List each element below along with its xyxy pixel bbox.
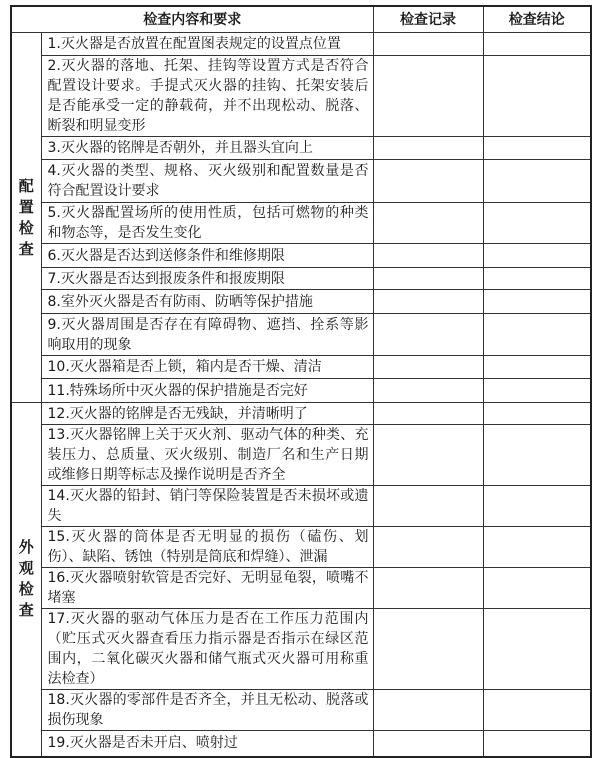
record-cell[interactable]: [373, 403, 483, 425]
item-text: 16.灭火器喷射软管是否完好、无明显龟裂，喷嘴不堵塞: [41, 568, 373, 609]
table-row: [11, 244, 591, 268]
record-cell[interactable]: [373, 203, 483, 244]
record-cell[interactable]: [373, 314, 483, 356]
conclusion-cell[interactable]: [483, 56, 591, 137]
table-row: [11, 527, 591, 568]
table-row: [11, 690, 591, 731]
item-text: 4.灭火器的类型、规格、灭火级别和配置数量是否符合配置设计要求: [41, 160, 373, 203]
item-text: 1.灭火器是否放置在配置图表规定的设置点位置: [41, 33, 373, 56]
category-label: 外观检查: [18, 538, 34, 620]
table-row: [11, 425, 591, 486]
record-cell[interactable]: [373, 56, 483, 137]
record-cell[interactable]: [373, 268, 483, 290]
table-row: [11, 56, 591, 137]
conclusion-cell[interactable]: [483, 425, 591, 486]
table-row: [11, 290, 591, 314]
header-conclusion: 检查结论: [483, 6, 591, 33]
item-text: 13.灭火器铭牌上关于灭火剂、驱动气体的种类、充装压力、总质量、灭火级别、制造厂名和生产日期或维修日期等标志及操作说明是否齐全: [41, 425, 373, 486]
conclusion-cell[interactable]: [483, 486, 591, 527]
conclusion-cell[interactable]: [483, 268, 591, 290]
conclusion-cell[interactable]: [483, 356, 591, 379]
inspection-table: [10, 5, 592, 758]
table-row: [11, 568, 591, 609]
item-text: 18.灭火器的零部件是否齐全，并且无松动、脱落或损伤现象: [41, 690, 373, 731]
item-text: 11.特殊场所中灭火器的保护措施是否完好: [41, 379, 373, 403]
header-record: 检查记录: [373, 6, 483, 33]
record-cell[interactable]: [373, 33, 483, 56]
conclusion-cell[interactable]: [483, 403, 591, 425]
record-cell[interactable]: [373, 568, 483, 609]
record-cell[interactable]: [373, 356, 483, 379]
conclusion-cell[interactable]: [483, 33, 591, 56]
record-cell[interactable]: [373, 425, 483, 486]
item-text: 2.灭火器的落地、托架、挂钩等设置方式是否符合配置设计要求。手提式灭火器的挂钩、托架安装后是否能承受一定的静载荷，并不出现松动、脱落、断裂和明显变形: [41, 56, 373, 137]
table-row: [11, 314, 591, 356]
item-text: 6.灭火器是否达到送修条件和维修期限: [41, 244, 373, 268]
table-row: [11, 379, 591, 403]
item-text: 9.灭火器周围是否存在有障碍物、遮挡、拴系等影响取用的现象: [41, 314, 373, 356]
table-row: [11, 137, 591, 160]
category-cell: [11, 33, 41, 403]
record-cell[interactable]: [373, 379, 483, 403]
record-cell[interactable]: [373, 731, 483, 757]
table-row: [11, 268, 591, 290]
table-row: [11, 486, 591, 527]
record-cell[interactable]: [373, 527, 483, 568]
item-text: 17.灭火器的驱动气体压力是否在工作压力范围内（贮压式灭火器查看压力指示器是否指示在绿区范围内，二氧化碳灭火器和储气瓶式灭火器可用称重法检查）: [41, 609, 373, 690]
table-row: [11, 356, 591, 379]
table-row: [11, 731, 591, 757]
record-cell[interactable]: [373, 609, 483, 690]
conclusion-cell[interactable]: [483, 527, 591, 568]
conclusion-cell[interactable]: [483, 690, 591, 731]
record-cell[interactable]: [373, 690, 483, 731]
conclusion-cell[interactable]: [483, 137, 591, 160]
table-row: [11, 203, 591, 244]
item-text: 8.室外灭火器是否有防雨、防晒等保护措施: [41, 290, 373, 314]
conclusion-cell[interactable]: [483, 203, 591, 244]
item-text: 5.灭火器配置场所的使用性质，包括可燃物的种类和物态等，是否发生变化: [41, 203, 373, 244]
table-row: [11, 403, 591, 425]
item-text: 12.灭火器的铭牌是否无残缺，并清晰明了: [41, 403, 373, 425]
conclusion-cell[interactable]: [483, 379, 591, 403]
conclusion-cell[interactable]: [483, 160, 591, 203]
category-cell: [11, 403, 41, 757]
record-cell[interactable]: [373, 160, 483, 203]
item-text: 10.灭火器箱是否上锁，箱内是否干燥、清洁: [41, 356, 373, 379]
conclusion-cell[interactable]: [483, 290, 591, 314]
record-cell[interactable]: [373, 244, 483, 268]
record-cell[interactable]: [373, 486, 483, 527]
item-text: 3.灭火器的铭牌是否朝外，并且器头宜向上: [41, 137, 373, 160]
table-row: [11, 609, 591, 690]
item-text: 15.灭火器的筒体是否无明显的损伤（磕伤、划伤）、缺陷、锈蚀（特别是筒底和焊缝）、泄漏: [41, 527, 373, 568]
header-content: 检查内容和要求: [11, 6, 373, 33]
conclusion-cell[interactable]: [483, 314, 591, 356]
item-text: 7.灭火器是否达到报废条件和报废期限: [41, 268, 373, 290]
header-row: [11, 6, 591, 33]
table-row: [11, 33, 591, 56]
conclusion-cell[interactable]: [483, 244, 591, 268]
table-row: [11, 160, 591, 203]
category-label: 配置检查: [18, 176, 34, 258]
conclusion-cell[interactable]: [483, 568, 591, 609]
record-cell[interactable]: [373, 290, 483, 314]
conclusion-cell[interactable]: [483, 731, 591, 757]
item-text: 14.灭火器的铅封、销闩等保险装置是否未损坏或遗失: [41, 486, 373, 527]
conclusion-cell[interactable]: [483, 609, 591, 690]
record-cell[interactable]: [373, 137, 483, 160]
item-text: 19.灭火器是否未开启、喷射过: [41, 731, 373, 757]
